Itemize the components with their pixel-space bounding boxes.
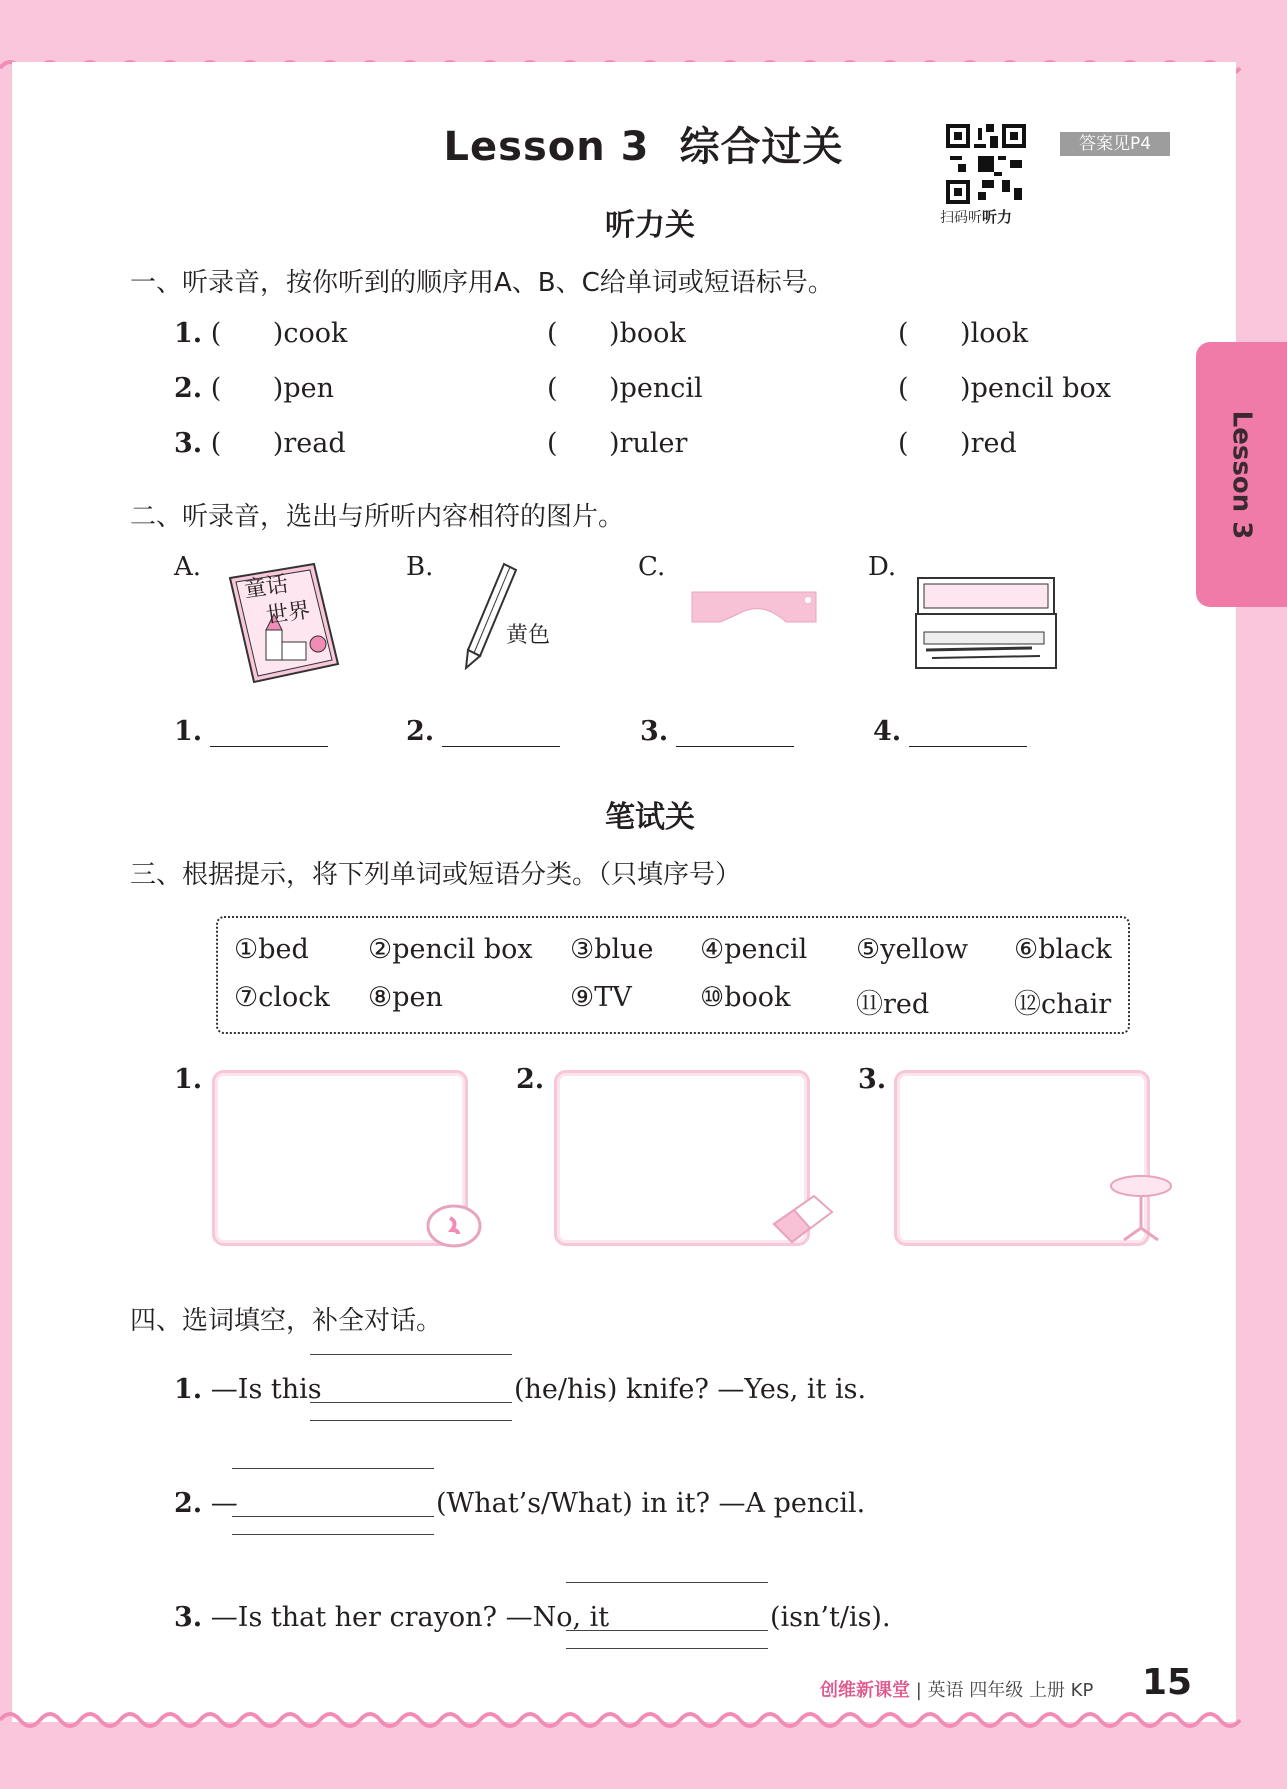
d3-answer-line[interactable] (566, 1630, 768, 1631)
d2-answer-line[interactable] (232, 1516, 434, 1517)
storybook-picture (222, 560, 342, 690)
d2-guide-top (232, 1468, 434, 1469)
q1-row-3-item-2: ( )ruler (547, 428, 688, 459)
q4-instruction: 四、选词填空，补全对话。 (130, 1306, 443, 1336)
dialogue-1-rest: (he/his) knife? —Yes, it is. (514, 1374, 867, 1405)
pencil-icon (460, 560, 520, 670)
d3-guide-bottom (566, 1648, 768, 1649)
q1-row-1-item-3: ( )look (898, 318, 1029, 349)
table-icon (1108, 1172, 1174, 1244)
q3-instruction: 三、根据提示，将下列单词或短语分类。（只填序号） (130, 860, 742, 890)
qr-code-icon (946, 124, 1026, 204)
writing-heading: 笔试关 (605, 800, 695, 835)
storybook-title-1: 童话 (242, 572, 290, 603)
qr-caption: 扫码听听力 (940, 208, 1013, 226)
option-a-label: A. (174, 552, 202, 582)
dialogue-3: 3. —Is that her crayon? —No, it (174, 1602, 610, 1633)
q1-row-2: 2. ( )pen (174, 373, 334, 404)
word-8: ⑧pen (368, 982, 443, 1013)
dialogue-1: 1. —Is this (174, 1374, 322, 1405)
q1-row-3: 3. ( )read (174, 428, 346, 459)
d1-answer-line[interactable] (310, 1402, 512, 1403)
storybook-title-2: 世界 (264, 598, 312, 629)
page-title: Lesson 3 综合过关 (443, 124, 844, 170)
word-9: ⑨TV (570, 982, 632, 1013)
q1-row-3-item-3: ( )red (898, 428, 1017, 459)
word-11: ⑪red (856, 989, 930, 1020)
q1-row-1: 1. ( )cook (174, 318, 348, 349)
answer-reference-badge: 答案见P4 (1060, 132, 1170, 156)
q2-answer-4[interactable]: 4. (873, 716, 1027, 747)
word-1: ①bed (234, 934, 309, 965)
pencil-color-label: 黄色 (506, 623, 551, 648)
word-7: ⑦clock (234, 982, 330, 1013)
option-b-label: B. (406, 552, 434, 582)
clock-icon (424, 1200, 484, 1250)
listening-heading: 听力关 (605, 208, 695, 243)
q2-answer-1[interactable]: 1. (174, 716, 328, 747)
category-2-label: 2. (516, 1064, 545, 1095)
word-2: ②pencil box (368, 934, 533, 965)
q2-instruction: 二、听录音，选出与所听内容相符的图片。 (130, 502, 625, 532)
option-d-label: D. (868, 552, 897, 582)
category-3-label: 3. (858, 1064, 887, 1095)
pencil-box-icon (912, 574, 1060, 674)
d1-guide-top (310, 1354, 512, 1355)
q1-instruction: 一、听录音，按你听到的顺序用A、B、C给单词或短语标号。 (130, 268, 834, 298)
word-3: ③blue (570, 934, 654, 965)
ruler-icon (690, 590, 818, 626)
dialogue-2: 2. — (174, 1488, 238, 1519)
d1-guide-bottom (310, 1420, 512, 1421)
word-4: ④pencil (700, 934, 808, 965)
white-paper (12, 62, 1236, 1722)
side-tab-label: Lesson 3 (1226, 410, 1257, 539)
word-6: ⑥black (1014, 934, 1112, 965)
category-1-label: 1. (174, 1064, 203, 1095)
word-12: ⑫chair (1014, 989, 1112, 1020)
page-number: 15 (1142, 1662, 1193, 1703)
word-bank-box (216, 916, 1130, 1034)
footer-info: 创维新课堂 | 英语 四年级 上册 KP (820, 1680, 1094, 1701)
bottom-wave-border (0, 1700, 1287, 1740)
word-5: ⑤yellow (856, 934, 969, 965)
eraser-icon (766, 1190, 836, 1250)
d3-guide-top (566, 1582, 768, 1583)
d2-guide-bottom (232, 1534, 434, 1535)
dialogue-2-rest: (What’s/What) in it? —A pencil. (436, 1488, 866, 1519)
option-c-label: C. (638, 552, 666, 582)
q2-answer-2[interactable]: 2. (406, 716, 560, 747)
q1-row-2-item-2: ( )pencil (547, 373, 703, 404)
q1-row-2-item-3: ( )pencil box (898, 373, 1111, 404)
word-10: ⑩book (700, 982, 791, 1013)
q1-row-1-item-2: ( )book (547, 318, 686, 349)
q2-answer-3[interactable]: 3. (640, 716, 794, 747)
dialogue-3-rest: (isn’t/is). (770, 1602, 891, 1633)
